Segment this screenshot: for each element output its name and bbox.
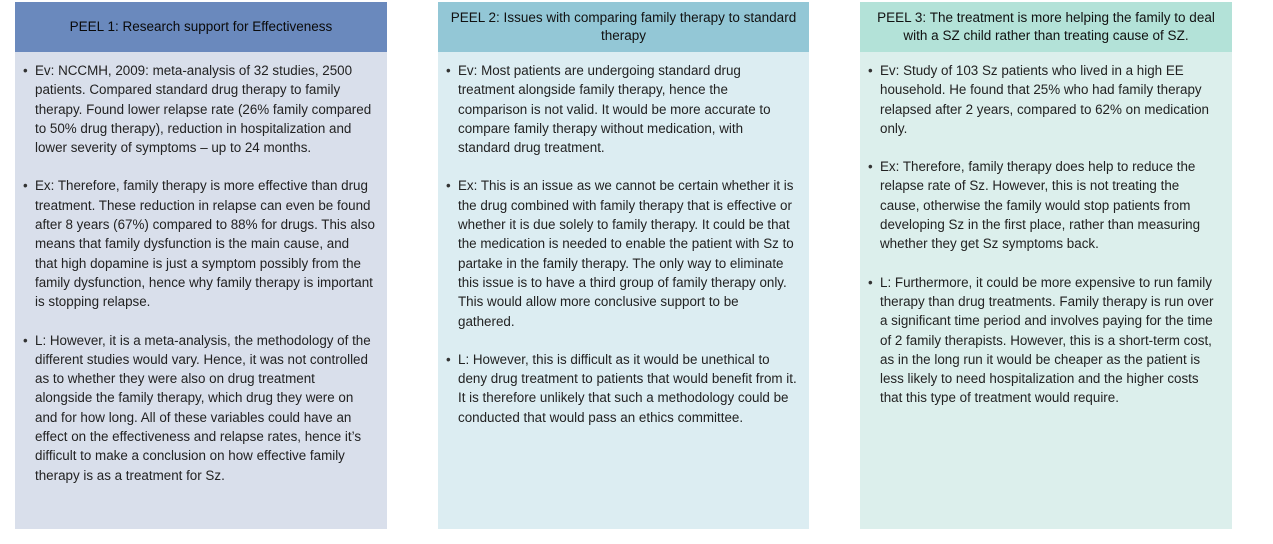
point-list	[15, 52, 387, 485]
point-evidence: • Ev: Most patients are undergoing standard drug treatment alongside family therapy, hence the comparison is not valid. It would be more accurate to compare family therapy without medication, with standard drug treatment.	[446, 61, 797, 157]
point-list	[438, 52, 809, 427]
point-explanation: • Ex: Therefore, family therapy does help to reduce the relapse rate of Sz. However, this is not treating the cause, otherwise the family would stop patients from developing Sz in the first place, rather than measuring whether they get Sz symptoms back.	[868, 157, 1220, 253]
point-link: • L: However, this is difficult as it would be unethical to deny drug treatment to patients that would benefit from it. It is therefore unlikely that such a methodology could be conducted that would pass an ethics committee.	[446, 350, 797, 427]
peel-card-1	[15, 2, 387, 529]
point-list	[860, 52, 1232, 408]
card-title: PEEL 3: The treatment is more helping the family to deal with a SZ child rather than treating cause of SZ.	[860, 2, 1232, 52]
peel-card-2	[438, 2, 809, 529]
point-explanation: • Ex: Therefore, family therapy is more effective than drug treatment. These reduction in relapse can even be found after 8 years (67%) compared to 88% for drugs. This also means that family dysfunction is the main cause, and that high dopamine is just a symptom possibly from the family dysfunction, hence why family therapy is important is stopping relapse.	[23, 176, 375, 311]
card-title: PEEL 2: Issues with comparing family therapy to standard therapy	[438, 2, 809, 52]
point-evidence: • Ev: NCCMH, 2009: meta-analysis of 32 studies, 2500 patients. Compared standard drug therapy to family therapy. Found lower relapse rate (26% family compared to 50% drug therapy), reduction in hospitalization and lower severity of symptoms – up to 24 months.	[23, 61, 375, 157]
point-evidence: • Ev: Study of 103 Sz patients who lived in a high EE household. He found that 25% who had family therapy relapsed after 2 years, compared to 62% on medication only.	[868, 61, 1220, 138]
point-link: • L: Furthermore, it could be more expensive to run family therapy than drug treatments. Family therapy is run over a significant time period and involves paying for the time of 2 family therapists. However, this is a short-term cost, as in the long run it would be cheaper as the patient is less likely to need hospitalization and the higher costs that this type of treatment would require.	[868, 273, 1220, 408]
point-explanation: • Ex: This is an issue as we cannot be certain whether it is the drug combined with family therapy that is effective or whether it is due solely to family therapy. It could be that the medication is needed to enable the patient with Sz to partake in the family therapy. The only way to eliminate this issue is to have a third group of family therapy only. This would allow more conclusive support to be gathered.	[446, 176, 797, 330]
peel-card-3	[860, 2, 1232, 529]
card-title: PEEL 1: Research support for Effectiveness	[15, 2, 387, 52]
point-link: • L: However, it is a meta-analysis, the methodology of the different studies would vary. Hence, it was not controlled as to whether they were also on drug treatment alongside the family therapy, which drug they were on and for how long. All of these variables could have an effect on the effectiveness and relapse rates, hence it’s difficult to make a conclusion on how effective family therapy is as a treatment for Sz.	[23, 331, 375, 485]
